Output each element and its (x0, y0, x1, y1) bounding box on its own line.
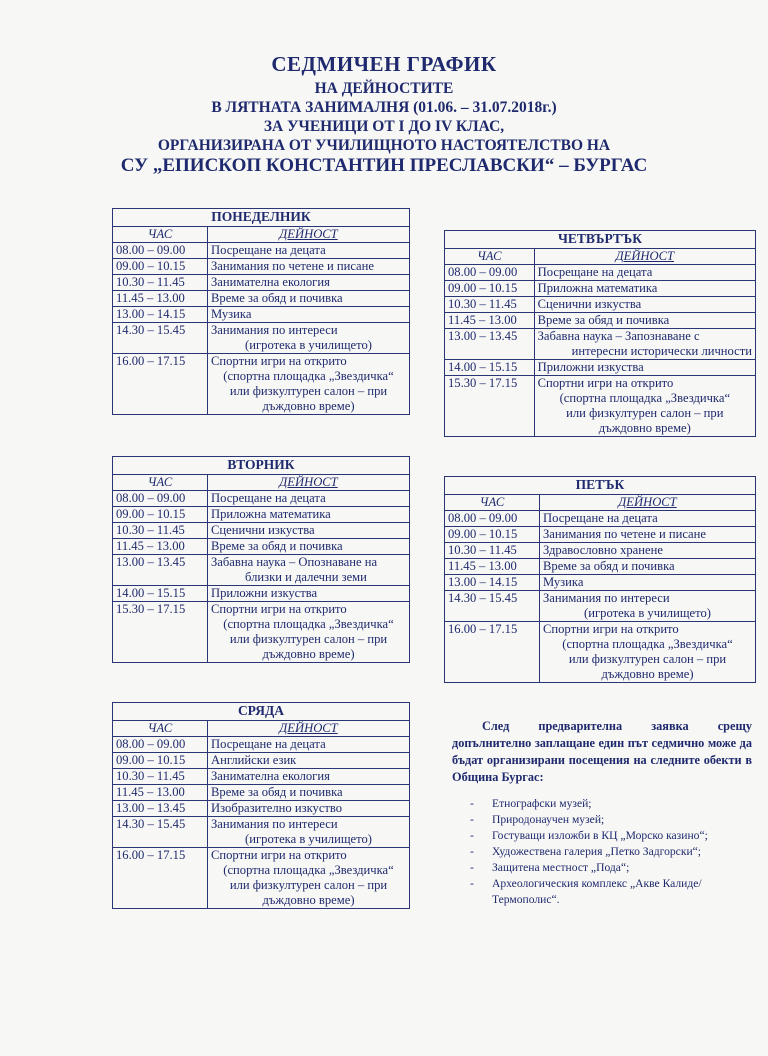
column-header-activity: ДЕЙНОСТ (540, 495, 756, 511)
activity-note: (игротека в училището) (584, 606, 711, 620)
table-row (113, 243, 410, 259)
table-row (113, 737, 410, 753)
activity-note: (спортна площадка „Звездичка“ (559, 391, 731, 405)
activity-note: (спортна площадка „Звездичка“ (223, 369, 394, 383)
time-cell: 08.00 – 09.00 (445, 511, 540, 527)
column-header-time: ЧАС (113, 721, 208, 737)
activity-cell (208, 275, 410, 291)
activity-note: или физкултурен салон – при (229, 632, 388, 646)
activity-cell (534, 313, 755, 329)
bullet-dash: - (470, 845, 474, 858)
activity-text: Посрещане на децата (537, 265, 653, 279)
list-item (470, 860, 760, 876)
time-cell: 14.30 – 15.45 (113, 817, 208, 848)
header-line-6: СУ „ЕПИСКОП КОНСТАНТИН ПРЕСЛАВСКИ“ – БУРГАС (120, 155, 648, 176)
activity-cell (208, 769, 410, 785)
activity-cell (534, 281, 755, 297)
time-cell: 08.00 – 09.00 (445, 265, 535, 281)
time-cell: 10.30 – 11.45 (113, 769, 208, 785)
table-row (445, 313, 756, 329)
time-cell: 08.00 – 09.00 (113, 243, 208, 259)
activity-text: Занимания по четене и писане (211, 259, 374, 273)
day-heading: ПОНЕДЕЛНИК (113, 209, 410, 227)
activity-text: Посрещане на децата (211, 491, 326, 505)
activity-text: Време за обяд и почивка (211, 291, 343, 305)
table-row (445, 265, 756, 281)
bullet-dash: - (470, 829, 474, 842)
activity-text: Спортни игри на открито (537, 376, 674, 390)
place-text: Археологическия комплекс „Акве Калиде/Термополис“. (492, 877, 702, 906)
table-row (113, 354, 410, 415)
activity-text: Сценични изкуства (537, 297, 642, 311)
time-cell: 10.30 – 11.45 (113, 523, 208, 539)
time-cell: 10.30 – 11.45 (445, 543, 540, 559)
table-row (445, 591, 756, 622)
activity-cell (208, 291, 410, 307)
activity-text: Време за обяд и почивка (211, 785, 343, 799)
activity-text: Спортни игри на открито (211, 848, 347, 862)
time-cell: 10.30 – 11.45 (113, 275, 208, 291)
time-cell: 15.30 – 17.15 (113, 602, 208, 663)
activity-cell (534, 376, 755, 437)
bullet-dash: - (470, 861, 474, 874)
time-cell: 13.00 – 14.15 (445, 575, 540, 591)
day-heading: ПЕТЪК (445, 477, 756, 495)
time-cell: 10.30 – 11.45 (445, 297, 535, 313)
time-cell: 09.00 – 10.15 (445, 281, 535, 297)
table-row (445, 360, 756, 376)
activity-text: Спортни игри на открито (543, 622, 679, 636)
table-row (113, 507, 410, 523)
activity-cell (208, 307, 410, 323)
list-item (470, 876, 760, 908)
activity-cell (208, 323, 410, 354)
schedule-table-thursday (444, 230, 756, 437)
activity-cell (208, 354, 410, 415)
header-line-5: ОРГАНИЗИРАНА ОТ УЧИЛИЩНОТО НАСТОЯТЕЛСТВО НА (157, 137, 611, 154)
table-row (113, 817, 410, 848)
time-cell: 11.45 – 13.00 (113, 539, 208, 555)
visit-note: След предварителна заявка срещу допълнително заплащане един път седмично може да бъдат организирани посещения на следните обекти в Община Бургас: (452, 719, 752, 784)
activity-note: дъждовно време) (262, 893, 355, 907)
time-cell: 09.00 – 10.15 (113, 259, 208, 275)
table-row (445, 281, 756, 297)
activity-cell (540, 622, 756, 683)
column-header-time: ЧАС (445, 495, 540, 511)
time-cell: 14.30 – 15.45 (113, 323, 208, 354)
table-row (445, 329, 756, 360)
table-row (445, 575, 756, 591)
activity-text: Забавна наука – Запознаване с (537, 329, 700, 343)
activity-text-cont: интересни исторически личности (571, 344, 752, 358)
table-row (445, 543, 756, 559)
activity-note: (игротека в училището) (245, 338, 372, 352)
activity-text: Приложни изкуства (537, 360, 644, 374)
schedule-table-friday (444, 476, 756, 683)
time-cell: 13.00 – 13.45 (445, 329, 535, 360)
activity-note: или физкултурен салон – при (566, 406, 724, 420)
activity-cell (540, 511, 756, 527)
column-header-activity: ДЕЙНОСТ (208, 475, 410, 491)
bullet-dash: - (470, 797, 474, 810)
table-row (113, 586, 410, 602)
activity-cell (534, 265, 755, 281)
document-header (0, 52, 768, 177)
time-cell: 11.45 – 13.00 (113, 291, 208, 307)
activity-note: дъждовно време) (598, 421, 691, 435)
column-header-activity: ДЕЙНОСТ (534, 249, 755, 265)
time-cell: 14.00 – 15.15 (445, 360, 535, 376)
activity-note: дъждовно време) (601, 667, 694, 681)
activity-text: Посрещане на децата (211, 737, 326, 751)
activity-text: Занимателна екология (211, 769, 330, 783)
activity-text: Посрещане на децата (211, 243, 326, 257)
header-line-2: НА ДЕЙНОСТИТЕ (314, 80, 454, 97)
header-line-4: ЗА УЧЕНИЦИ ОТ I ДО IV КЛАС, (263, 118, 505, 135)
list-item (470, 812, 760, 828)
bullet-dash: - (470, 813, 474, 826)
table-row (113, 259, 410, 275)
activity-cell (208, 243, 410, 259)
time-cell: 13.00 – 13.45 (113, 555, 208, 586)
time-cell: 11.45 – 13.00 (445, 559, 540, 575)
schedule-table-wednesday (112, 702, 410, 909)
time-cell: 15.30 – 17.15 (445, 376, 535, 437)
time-cell: 08.00 – 09.00 (113, 491, 208, 507)
activity-note: (спортна площадка „Звездичка“ (223, 617, 394, 631)
day-heading: СРЯДА (113, 703, 410, 721)
time-cell: 13.00 – 13.45 (113, 801, 208, 817)
activity-cell (208, 507, 410, 523)
activity-text-cont: близки и далечни земи (245, 570, 367, 584)
activity-cell (540, 559, 756, 575)
time-cell: 14.30 – 15.45 (445, 591, 540, 622)
activity-text: Занимания по интереси (211, 323, 338, 337)
column-header-time: ЧАС (113, 227, 208, 243)
activity-text: Музика (211, 307, 252, 321)
table-row (113, 275, 410, 291)
activity-cell (540, 575, 756, 591)
table-row (113, 291, 410, 307)
places-list (470, 796, 760, 908)
list-item (470, 844, 760, 860)
schedule-table-monday (112, 208, 410, 415)
table-row (445, 511, 756, 527)
activity-cell (540, 591, 756, 622)
day-heading: ЧЕТВЪРТЪК (445, 231, 756, 249)
table-row (113, 323, 410, 354)
column-header-time: ЧАС (445, 249, 535, 265)
activity-cell (534, 360, 755, 376)
table-row (445, 559, 756, 575)
column-header-activity: ДЕЙНОСТ (208, 227, 410, 243)
activity-cell (208, 785, 410, 801)
table-row (113, 753, 410, 769)
activity-note: или физкултурен салон – при (229, 878, 388, 892)
activity-text: Време за обяд и почивка (537, 313, 670, 327)
time-cell: 16.00 – 17.15 (113, 848, 208, 909)
activity-text: Занимания по интереси (543, 591, 670, 605)
activity-text: Посрещане на децата (543, 511, 658, 525)
activity-text: Време за обяд и почивка (543, 559, 675, 573)
column-header-time: ЧАС (113, 475, 208, 491)
activity-text: Сценични изкуства (211, 523, 315, 537)
time-cell: 11.45 – 13.00 (445, 313, 535, 329)
time-cell: 14.00 – 15.15 (113, 586, 208, 602)
activity-cell (534, 297, 755, 313)
activity-note: или физкултурен салон – при (229, 384, 388, 398)
time-cell: 11.45 – 13.00 (113, 785, 208, 801)
activity-cell (208, 602, 410, 663)
bullet-dash: - (470, 877, 474, 890)
place-text: Защитена местност „Пода“; (492, 861, 630, 874)
activity-cell (534, 329, 755, 360)
activity-note: дъждовно време) (262, 399, 355, 413)
table-row (445, 297, 756, 313)
activity-text: Приложна математика (537, 281, 658, 295)
activity-cell (208, 555, 410, 586)
table-row (113, 555, 410, 586)
activity-text: Приложни изкуства (211, 586, 318, 600)
schedule-table-tuesday (112, 456, 410, 663)
table-row (113, 848, 410, 909)
activity-text: Спортни игри на открито (211, 354, 347, 368)
document-title: СЕДМИЧЕН ГРАФИК (271, 52, 497, 76)
table-row (113, 307, 410, 323)
activity-note: (спортна площадка „Звездичка“ (223, 863, 394, 877)
activity-cell (208, 737, 410, 753)
table-row (113, 539, 410, 555)
activity-text: Здравословно хранене (543, 543, 663, 557)
place-text: Етнографски музей; (492, 797, 592, 810)
activity-cell (208, 491, 410, 507)
activity-text: Музика (543, 575, 584, 589)
activity-cell (208, 523, 410, 539)
activity-cell (208, 539, 410, 555)
activity-text: Забавна наука – Опознаване на (211, 555, 378, 569)
place-text: Гостуващи изложби в КЦ „Морско казино“; (492, 829, 708, 842)
activity-cell (540, 543, 756, 559)
time-cell: 09.00 – 10.15 (445, 527, 540, 543)
place-text: Природонаучен музей; (492, 813, 605, 826)
table-row (113, 801, 410, 817)
table-row (445, 527, 756, 543)
activity-note: дъждовно време) (262, 647, 355, 661)
time-cell: 08.00 – 09.00 (113, 737, 208, 753)
activity-text: Спортни игри на открито (211, 602, 347, 616)
time-cell: 16.00 – 17.15 (113, 354, 208, 415)
activity-cell (540, 527, 756, 543)
activity-text: Занимания по интереси (211, 817, 338, 831)
activity-text: Приложна математика (211, 507, 331, 521)
list-item (470, 828, 760, 844)
activity-cell (208, 586, 410, 602)
activity-text: Занимателна екология (211, 275, 330, 289)
table-row (113, 785, 410, 801)
table-row (113, 769, 410, 785)
activity-cell (208, 817, 410, 848)
table-row (445, 376, 756, 437)
table-row (113, 523, 410, 539)
list-item (470, 796, 760, 812)
time-cell: 09.00 – 10.15 (113, 507, 208, 523)
activity-note: (спортна площадка „Звездичка“ (562, 637, 733, 651)
activity-cell (208, 753, 410, 769)
table-row (113, 602, 410, 663)
activity-cell (208, 801, 410, 817)
day-heading: ВТОРНИК (113, 457, 410, 475)
time-cell: 13.00 – 14.15 (113, 307, 208, 323)
header-line-3: В ЛЯТНАТА ЗАНИМАЛНЯ (01.06. – 31.07.2018г.) (211, 99, 557, 116)
activity-cell (208, 259, 410, 275)
activity-text: Изобразително изкуство (211, 801, 343, 815)
column-header-activity: ДЕЙНОСТ (208, 721, 410, 737)
activity-cell (208, 848, 410, 909)
activity-note: или физкултурен салон – при (568, 652, 727, 666)
activity-note: (игротека в училището) (245, 832, 372, 846)
activity-text: Занимания по четене и писане (543, 527, 706, 541)
time-cell: 09.00 – 10.15 (113, 753, 208, 769)
activity-text: Време за обяд и почивка (211, 539, 343, 553)
place-text: Художествена галерия „Петко Задгорски“; (492, 845, 702, 858)
time-cell: 16.00 – 17.15 (445, 622, 540, 683)
activity-text: Английски език (211, 753, 297, 767)
table-row (113, 491, 410, 507)
table-row (445, 622, 756, 683)
